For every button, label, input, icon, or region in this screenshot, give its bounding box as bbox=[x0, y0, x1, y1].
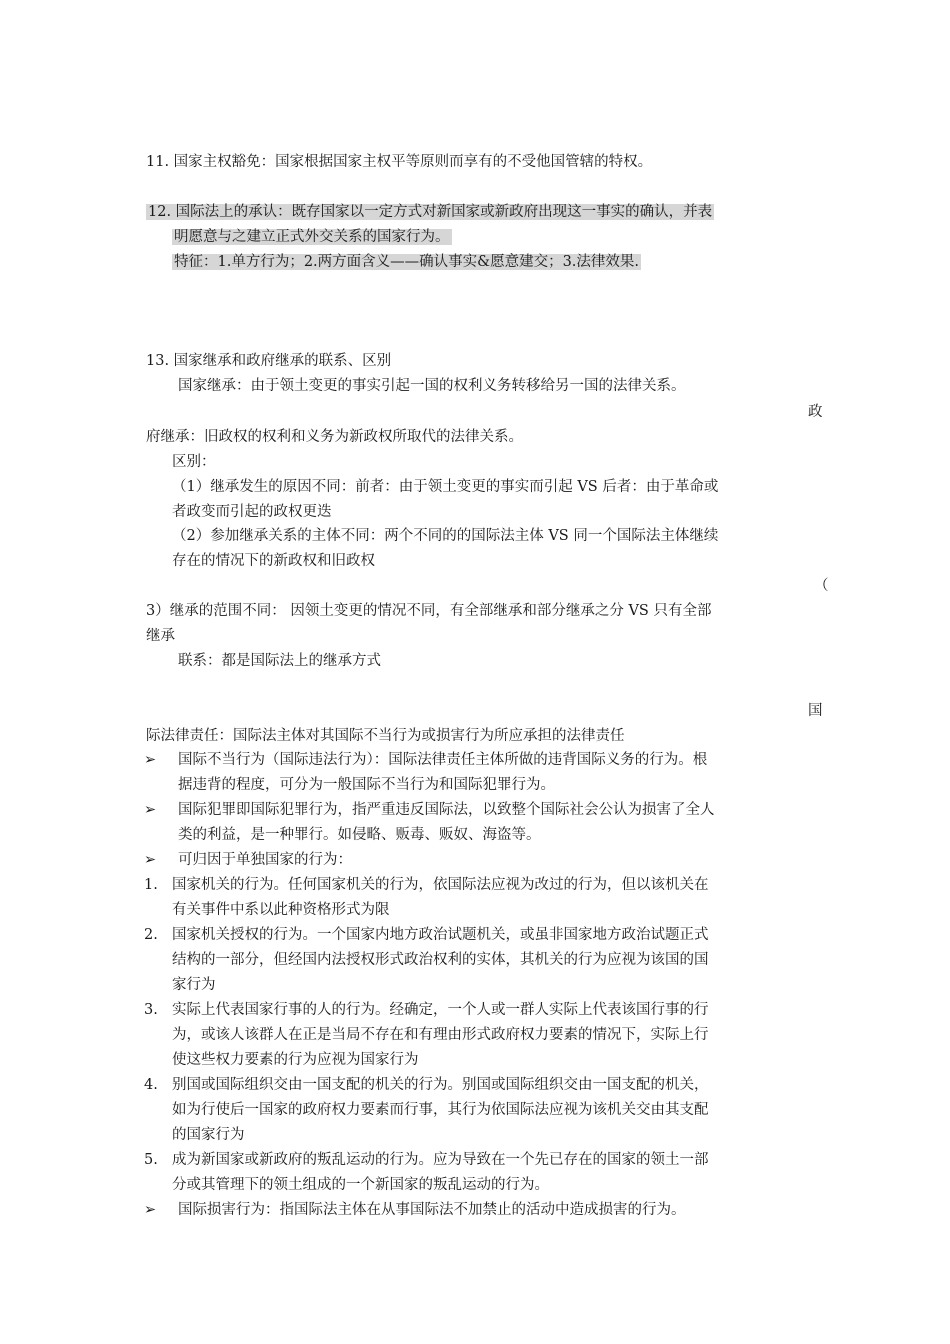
item-3-line-3: 使这些权力要素的行为应视为国家行为 bbox=[172, 1052, 419, 1068]
section-12-features: 特征：1.单方行为；2.两方面含义——确认事实&愿意建交；3.法律效果. bbox=[174, 254, 640, 270]
responsibility-head: 国 bbox=[808, 703, 823, 719]
item-2-line-1: 国家机关授权的行为。一个国家内地方政治试题机关，或虽非国家地方政治试题正式 bbox=[172, 927, 709, 943]
item-2-line-3: 家行为 bbox=[172, 977, 216, 993]
item-1-line-2: 有关事件中系以此种资格形式为限 bbox=[172, 902, 390, 918]
item-4-line-3: 的国家行为 bbox=[172, 1127, 245, 1143]
state-succession-def: 国家继承：由于领土变更的事实引起一国的权利义务转移给另一国的法律关系。 bbox=[178, 378, 686, 394]
item-4-line-2: 如为行使后一国家的政府权力要素而行事，其行为依国际法应视为该机关交由其支配 bbox=[172, 1102, 709, 1118]
item-5-line-1: 成为新国家或新政府的叛乱运动的行为。应为导致在一个先已存在的国家的领土一部 bbox=[172, 1152, 709, 1168]
section-12-line-1: 12. 国际法上的承认：既存国家以一定方式对新国家或新政府出现这一事实的确认，并表 bbox=[148, 204, 713, 220]
list-number: 4. bbox=[144, 1077, 158, 1093]
bullet-arrow-icon: ➢ bbox=[144, 1202, 157, 1218]
item-3-line-2: 为，或该人该群人在正是当局不存在和有理由形式政府权力要素的情况下，实际上行 bbox=[172, 1027, 709, 1043]
difference-label: 区别： bbox=[172, 454, 216, 470]
section-11-text: 11. 国家主权豁免：国家根据国家主权平等原则而享有的不受他国管辖的特权。 bbox=[146, 154, 653, 170]
bullet-2-line-1: 国际犯罪即国际犯罪行为，指严重违反国际法，以致整个国际社会公认为损害了全人 bbox=[178, 802, 715, 818]
bullet-arrow-icon: ➢ bbox=[144, 802, 157, 818]
item-5-line-2: 分或其管理下的领土组成的一个新国家的叛乱运动的行为。 bbox=[172, 1177, 549, 1193]
difference-3-line-1: 3）继承的范围不同： 因领土变更的情况不同，有全部继承和部分继承之分 VS 只有全部 bbox=[146, 603, 712, 619]
list-number: 3. bbox=[144, 1002, 158, 1018]
difference-3-head: （ bbox=[814, 578, 829, 594]
difference-1-line-1: （1）继承发生的原因不同：前者：由于领土变更的事实而引起 VS 后者：由于革命或 bbox=[172, 479, 719, 495]
bullet-1-line-1: 国际不当行为（国际违法行为）：国际法律责任主体所做的违背国际义务的行为。根 bbox=[178, 752, 708, 768]
responsibility-def: 际法律责任：国际法主体对其国际不当行为或损害行为所应承担的法律责任 bbox=[146, 728, 625, 744]
bullet-arrow-icon: ➢ bbox=[144, 852, 157, 868]
item-3-line-1: 实际上代表国家行事的人的行为。经确定，一个人或一群人实际上代表该国行事的行 bbox=[172, 1002, 709, 1018]
gov-succession-head: 政 bbox=[808, 404, 823, 420]
list-number: 1. bbox=[144, 877, 158, 893]
relation-text: 联系：都是国际法上的继承方式 bbox=[178, 653, 381, 669]
difference-3-line-2: 继承 bbox=[146, 628, 175, 644]
section-12-line-2: 明愿意与之建立正式外交关系的国家行为。 bbox=[174, 229, 450, 245]
bullet-3-text: 可归因于单独国家的行为： bbox=[178, 852, 352, 868]
difference-1-line-2: 者政变而引起的政权更迭 bbox=[172, 504, 332, 520]
gov-succession-def: 府继承：旧政权的权利和义务为新政权所取代的法律关系。 bbox=[146, 429, 523, 445]
difference-2-line-1: （2）参加继承关系的主体不同：两个不同的的国际法主体 VS 同一个国际法主体继续 bbox=[172, 528, 719, 544]
list-number: 5. bbox=[144, 1152, 158, 1168]
difference-2-line-2: 存在的情况下的新政权和旧政权 bbox=[172, 553, 375, 569]
item-2-line-2: 结构的一部分，但经国内法授权形式政治权利的实体，其机关的行为应视为该国的国 bbox=[172, 952, 709, 968]
list-number: 2. bbox=[144, 927, 158, 943]
bullet-4-text: 国际损害行为：指国际法主体在从事国际法不加禁止的活动中造成损害的行为。 bbox=[178, 1202, 686, 1218]
bullet-arrow-icon: ➢ bbox=[144, 752, 157, 768]
section-13-title: 13. 国家继承和政府继承的联系、区别 bbox=[146, 353, 392, 369]
bullet-2-line-2: 类的利益，是一种罪行。如侵略、贩毒、贩奴、海盗等。 bbox=[178, 827, 541, 843]
item-4-line-1: 别国或国际组织交由一国支配的机关的行为。别国或国际组织交由一国支配的机关， bbox=[172, 1077, 709, 1093]
bullet-1-line-2: 据违背的程度，可分为一般国际不当行为和国际犯罪行为。 bbox=[178, 777, 555, 793]
item-1-line-1: 国家机关的行为。任何国家机关的行为，依国际法应视为改过的行为，但以该机关在 bbox=[172, 877, 709, 893]
